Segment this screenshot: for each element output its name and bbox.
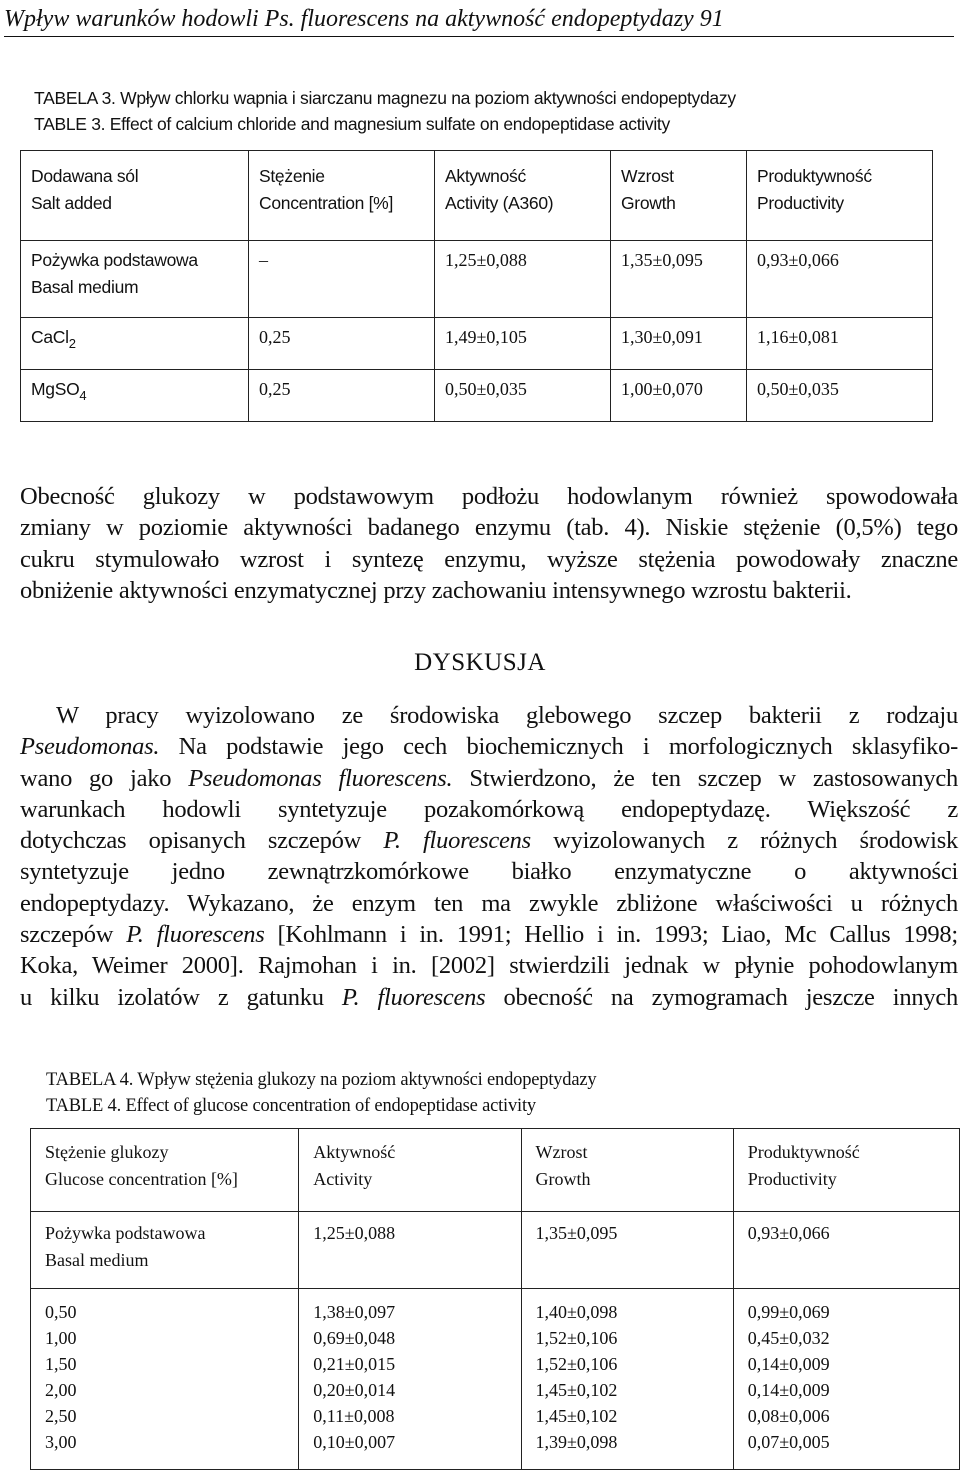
table-cell: 1,49±0,105 <box>435 318 611 370</box>
table-cell: 0,25 <box>249 370 435 422</box>
table4-header-row <box>31 1129 960 1212</box>
table4-header-cell: Aktywność Activity <box>299 1129 521 1212</box>
text-line: cukru stymulowało wzrost i syntezę enzymu, wyższe stężenia powodowały znaczne <box>20 545 958 573</box>
table3-caption-pl: TABELA 3. Wpływ chlorku wapnia i siarczanu magnezu na poziom aktywności endopeptydazy <box>34 88 736 108</box>
table-cell: 1,25±0,088 <box>299 1212 521 1289</box>
table-row <box>31 1289 960 1470</box>
table-cell: 1,40±0,098 1,52±0,106 1,52±0,106 1,45±0,102 1,45±0,102 1,39±0,098 <box>521 1289 733 1470</box>
text-line: zmiany w poziomie aktywności badanego enzymu (tab. 4). Niskie stężenie (0,5%) tego <box>20 514 958 542</box>
table-cell: – <box>249 241 435 318</box>
table4 <box>30 1128 960 1470</box>
table-row <box>21 318 933 370</box>
table-cell: 1,00±0,070 <box>611 370 747 422</box>
running-header-title: Wpływ warunków hodowli Ps. fluorescens na aktywność endopeptydazy <box>4 6 694 32</box>
table-row <box>21 241 933 318</box>
table-row <box>21 370 933 422</box>
table-cell: 0,50±0,035 <box>747 370 933 422</box>
text-line: wano go jako Pseudomonas fluorescens. Stwierdzono, że ten szczep w zastosowanych <box>20 764 958 792</box>
text-line: warunkach hodowli syntetyzuje pozakomórkową endopeptydazę. Większość z <box>20 795 958 823</box>
table-cell: 0,99±0,069 0,45±0,032 0,14±0,009 0,14±0,009 0,08±0,006 0,07±0,005 <box>733 1289 959 1470</box>
table-cell: 1,38±0,097 0,69±0,048 0,21±0,015 0,20±0,014 0,11±0,008 0,10±0,007 <box>299 1289 521 1470</box>
text-line: endopeptydazy. Wykazano, że enzym ten ma zwykle zbliżone właściwości u różnych <box>20 889 958 917</box>
running-header <box>4 4 954 37</box>
text-line: W pracy wyizolowano ze środowiska glebowego szczep bakterii z rodzaju <box>56 702 958 729</box>
table-cell: 1,30±0,091 <box>611 318 747 370</box>
table-cell: 1,25±0,088 <box>435 241 611 318</box>
table3-header-row <box>21 151 933 241</box>
table3-header-cell: Wzrost Growth <box>611 151 747 241</box>
table4-caption-pl: TABELA 4. Wpływ stężenia glukozy na poziom aktywności endopeptydazy <box>46 1070 597 1090</box>
table-cell: 0,25 <box>249 318 435 370</box>
paragraph-glucose <box>20 481 958 606</box>
text-line: Koka, Weimer 2000]. Rajmohan i in. [2002] stwierdzili jednak w płynie pohodowlanym <box>20 952 958 980</box>
table4-header-cell: Stężenie glukozy Glucose concentration [%] <box>31 1129 299 1212</box>
table-cell: 0,93±0,066 <box>747 241 933 318</box>
text-line: Obecność glukozy w podstawowym podłożu hodowlanym również spowodowała <box>20 483 958 510</box>
text-line: u kilku izolatów z gatunku P. fluorescens obecność na zymogramach jeszcze innych <box>20 983 958 1011</box>
text-line: syntetyzuje jedno zewnątrzkomórkowe białko enzymatyczne o aktywności <box>20 858 958 886</box>
table-cell: 1,35±0,095 <box>521 1212 733 1289</box>
table3-header-cell: Stężenie Concentration [%] <box>249 151 435 241</box>
text-line: Pseudomonas. Na podstawie jego cech biochemicznych i morfologicznych sklasyfiko- <box>20 733 958 761</box>
table-cell: 0,50±0,035 <box>435 370 611 422</box>
table3-header-cell: Dodawana sól Salt added <box>21 151 249 241</box>
table4-header-cell: Produktywność Productivity <box>733 1129 959 1212</box>
table4-header-cell: Wzrost Growth <box>521 1129 733 1212</box>
table-cell: 0,93±0,066 <box>733 1212 959 1289</box>
table-cell: Pożywka podstawowa Basal medium <box>31 1212 299 1289</box>
table-cell: 1,35±0,095 <box>611 241 747 318</box>
table3-header-cell: Aktywność Activity (A360) <box>435 151 611 241</box>
paragraph-discussion <box>20 700 958 1013</box>
table-cell: Pożywka podstawowa Basal medium <box>21 241 249 318</box>
text-line: obniżenie aktywności enzymatycznej przy zachowaniu intensywnego wzrostu bakterii. <box>20 576 852 604</box>
text-line: dotychczas opisanych szczepów P. fluorescens wyizolowanych z różnych środowisk <box>20 827 958 855</box>
table4-caption-en: TABLE 4. Effect of glucose concentration of endopeptidase activity <box>46 1096 536 1116</box>
table-cell: CaCl$_2$ <box>21 318 249 370</box>
table-cell: 1,16±0,081 <box>747 318 933 370</box>
page-number: 91 <box>699 6 724 32</box>
table3-header-cell: Produktywność Productivity <box>747 151 933 241</box>
section-title: DYSKUSJA <box>414 649 546 676</box>
table3-caption-en: TABLE 3. Effect of calcium chloride and magnesium sulfate on endopeptidase activity <box>34 114 670 134</box>
table-row <box>31 1212 960 1289</box>
table3 <box>20 150 933 422</box>
table-cell: MgSO$_4$ <box>21 370 249 422</box>
table-cell: 0,50 1,00 1,50 2,00 2,50 3,00 <box>31 1289 299 1470</box>
text-line: szczepów P. fluorescens [Kohlmann i in. 1991; Hellio i in. 1993; Liao, Mc Callus 1998; <box>20 921 958 949</box>
